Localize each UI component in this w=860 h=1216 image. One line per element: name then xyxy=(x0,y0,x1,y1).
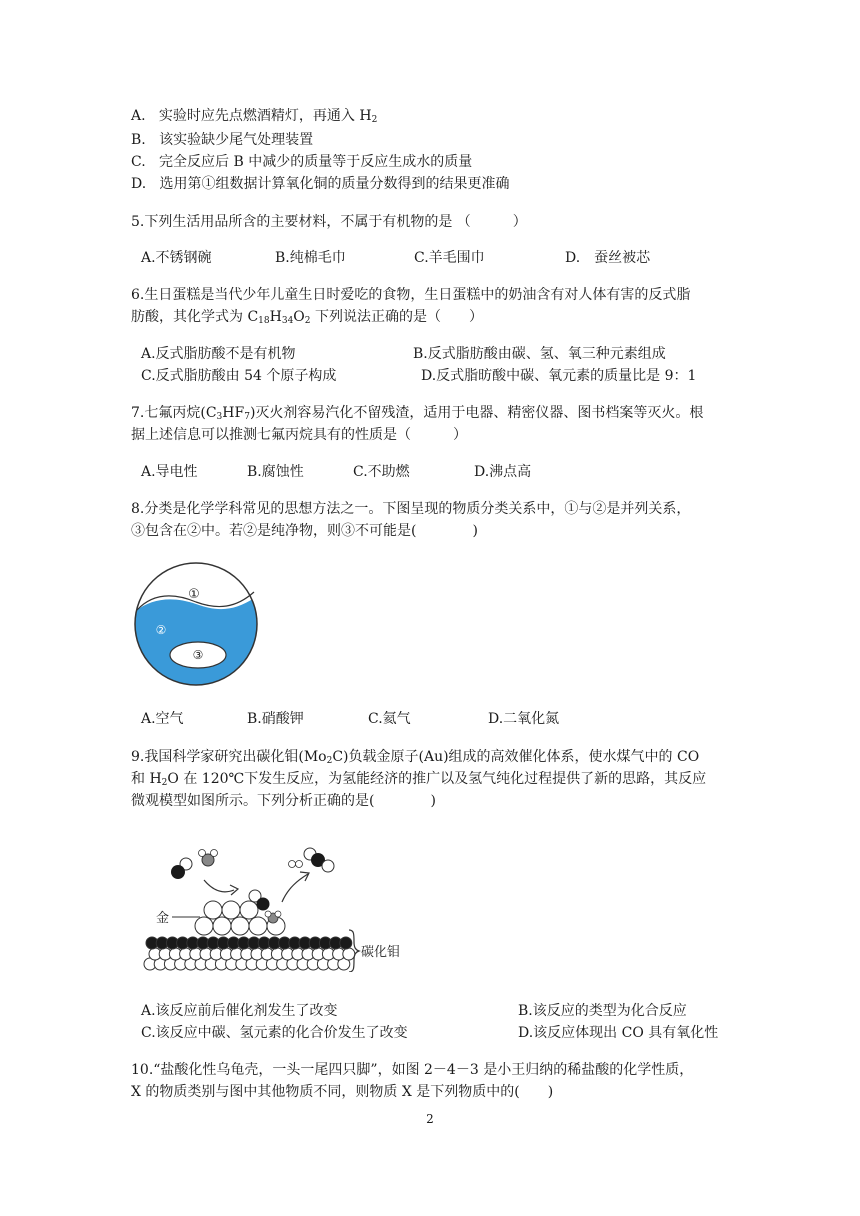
gold-atom xyxy=(204,901,222,919)
gold-atom xyxy=(249,917,267,935)
prev-option-a: A. 实验时应先点燃酒精灯，再通入 $H_2$ xyxy=(131,108,378,125)
q9-option-d: D.该反应体现出 CO 具有氧化性 xyxy=(518,1025,719,1041)
q9-option-c: C.该反应中碳、氢元素的化合价发生了改变 xyxy=(141,1025,408,1041)
gold-atom xyxy=(231,917,249,935)
prev-option-b: B. 该实验缺少尾气处理装置 xyxy=(131,132,314,148)
h2-molecule xyxy=(289,861,303,868)
gold-atom xyxy=(195,917,213,935)
classification-diagram xyxy=(132,560,260,688)
q5-option-c: C.羊毛围巾 xyxy=(414,250,485,266)
q10-stem-line2: X 的物质类别与图中其他物质不同，则物质 X 是下列物质中的( ) xyxy=(131,1084,554,1100)
q10-stem-line1: 10.“盐酸化性乌龟壳，一头一尾四只脚”，如图 2－4－3 是小王归纳的稀盐酸的化学性质， xyxy=(131,1062,694,1078)
carbide-bottom-row xyxy=(144,948,355,970)
gold-label: 金 xyxy=(156,911,170,926)
carbide-white-atom xyxy=(343,948,355,960)
page-number: 2 xyxy=(426,1112,434,1126)
region-2 xyxy=(132,594,260,688)
q6-option-c: C.反式脂肪酸由 54 个原子构成 xyxy=(141,368,337,384)
gold-atom xyxy=(240,901,258,919)
q6-stem-line1: 6.生日蛋糕是当代少年儿童生日时爱吃的食物，生日蛋糕中的奶油含有对人体有害的反式脂 xyxy=(131,287,691,303)
h2o-molecule xyxy=(199,850,218,867)
q6-option-b: B.反式脂肪酸由碳、氢、氧三种元素组成 xyxy=(413,346,666,362)
q9-stem-line2: 和 $H_2O$ 在 120℃下发生反应，为氢能经济的推广以及氢气纯化过程提供了新的思路，其反应 xyxy=(131,771,707,788)
q7-option-a: A.导电性 xyxy=(141,464,198,480)
q5-option-b: B.纯棉毛巾 xyxy=(275,250,346,266)
q7-option-c: C.不助燃 xyxy=(353,464,410,480)
q9-stem-line3: 微观模型如图所示。下列分析正确的是( ) xyxy=(131,793,436,809)
q8-stem-line2: ③包含在②中。若②是纯净物，则③不可能是( ) xyxy=(131,523,478,539)
gold-atom xyxy=(213,917,231,935)
q9-option-a: A.该反应前后催化剂发生了改变 xyxy=(141,1003,338,1019)
carbide-label: 碳化钼 xyxy=(361,945,401,960)
carbide-black-row xyxy=(146,937,352,949)
q9-stem-line1: 9.我国科学家研究出碳化钼$(Mo_2C)$负载金原子(Au)组成的高效催化体系，使水煤气中的 CO xyxy=(131,749,700,766)
label-1: ① xyxy=(188,587,200,602)
q5-option-a: A.不锈钢碗 xyxy=(141,250,212,266)
q8-option-d: D.二氧化氮 xyxy=(488,711,560,727)
q9-option-b: B.该反应的类型为化合反应 xyxy=(518,1003,687,1019)
q8-option-c: C.氦气 xyxy=(368,711,411,727)
label-3: ③ xyxy=(192,648,204,662)
label-2: ② xyxy=(155,623,167,637)
q8-option-b: B.硝酸钾 xyxy=(247,711,304,727)
q8-stem-line1: 8.分类是化学学科常见的思想方法之一。下图呈现的物质分类关系中，①与②是并列关系， xyxy=(131,501,691,517)
q6-option-a: A.反式脂肪酸不是有机物 xyxy=(141,346,296,362)
q8-option-a: A.空气 xyxy=(141,711,184,727)
incoming-arrow xyxy=(204,880,234,892)
co-molecule xyxy=(171,858,192,879)
q5-option-d: D. 蚕丝被芯 xyxy=(565,250,651,266)
carbide-black-atom xyxy=(340,937,352,949)
q7-stem-line2: 据上述信息可以推测七氟丙烷具有的性质是（ ） xyxy=(131,427,467,443)
reaction-model-diagram xyxy=(142,842,417,972)
prev-option-d: D. 选用第①组数据计算氧化铜的质量分数得到的结果更准确 xyxy=(131,176,510,192)
q6-stem-line2: 肪酸，其化学式为 $C_{18}H_{34}O_2$ 下列说法正确的是（ ） xyxy=(131,309,483,326)
co2-molecule xyxy=(304,848,334,872)
q7-stem-line1: 7.七氟丙烷$(C_3HF_7)$灭火剂容易汽化不留残渣，适用于电器、精密仪器、图书档案等灭火。根 xyxy=(131,405,704,422)
gold-atom xyxy=(222,901,240,919)
q7-option-b: B.腐蚀性 xyxy=(247,464,304,480)
q7-option-d: D.沸点高 xyxy=(474,464,532,480)
outgoing-arrow xyxy=(282,874,308,902)
prev-option-c: C. 完全反应后 B 中减少的质量等于反应生成水的质量 xyxy=(131,154,473,170)
q5-stem: 5.下列生活用品所含的主要材料，不属于有机物的是 （ ） xyxy=(131,214,527,230)
q6-option-d: D.反式脂昉酸中碳、氧元素的质量比是 9：1 xyxy=(421,368,697,384)
